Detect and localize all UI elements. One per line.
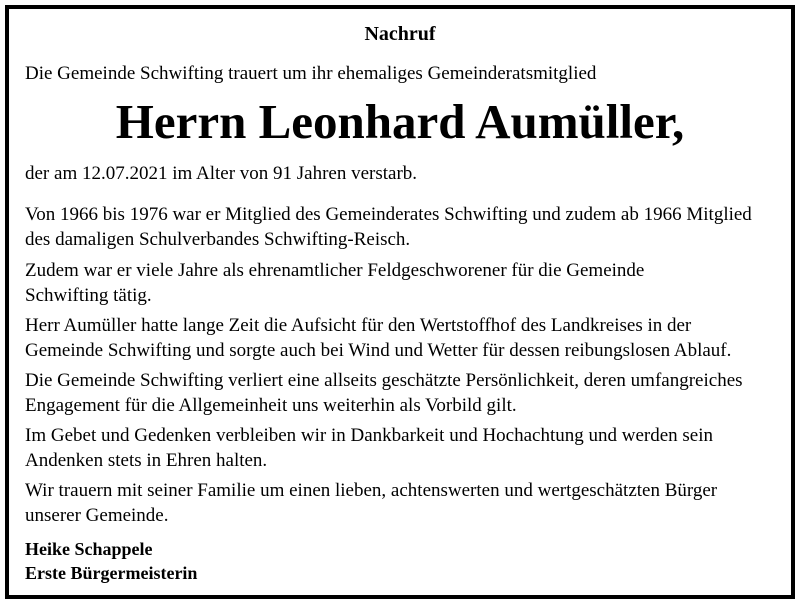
paragraph-line: Von 1966 bis 1976 war er Mitglied des Gemeinderates Schwifting und zudem ab 1966 Mitglied [25,204,752,225]
paragraph-line: Zudem war er viele Jahre als ehrenamtlicher Feldgeschworener für die Gemeinde [25,260,645,281]
paragraph-line: Die Gemeinde Schwifting verliert eine allseits geschätzte Persönlichkeit, deren umfangreiches [25,370,743,391]
paragraph-line: Im Gebet und Gedenken verbleiben wir in Dankbarkeit und Hochachtung und werden sein [25,425,714,446]
paragraph-remembrance [25,423,785,473]
paragraph-line: des damaligen Schulverbandes Schwifting-Reisch. [25,229,411,250]
deceased-name: Herrn Leonhard Aumüller, [115,94,685,149]
paragraph-field-surveyor [25,258,785,308]
paragraph-line: Gemeinde Schwifting und sorgte auch bei Wind und Wetter für dessen reibungslosen Ablauf. [25,340,732,361]
paragraph-line: Herr Aumüller hatte lange Zeit die Aufsicht für den Wertstoffhof des Landkreises in der [25,315,692,336]
paragraph-line: Engagement für die Allgemeinheit uns weiterhin als Vorbild gilt. [25,395,517,416]
paragraph-line: Wir trauern mit seiner Familie um einen lieben, achtenswerten und wertgeschätzten Bürger [25,480,718,501]
paragraph-personality [25,368,785,418]
paragraph-recycling-yard [25,313,785,363]
death-date-line: der am 12.07.2021 im Alter von 91 Jahren verstarb. [25,163,418,184]
paragraph-council-membership [25,202,785,252]
notice-heading: Nachruf [364,23,436,45]
paragraph-line: Andenken stets in Ehren halten. [25,450,268,471]
signatory-title: Erste Bürgermeisterin [25,563,198,583]
paragraph-mourning [25,478,785,528]
signatory-name: Heike Schappele [25,539,153,559]
paragraph-line: unserer Gemeinde. [25,505,169,526]
intro-text: Die Gemeinde Schwifting trauert um ihr ehemaliges Gemeinderatsmitglied [25,63,597,84]
paragraph-line: Schwifting tätig. [25,285,152,306]
